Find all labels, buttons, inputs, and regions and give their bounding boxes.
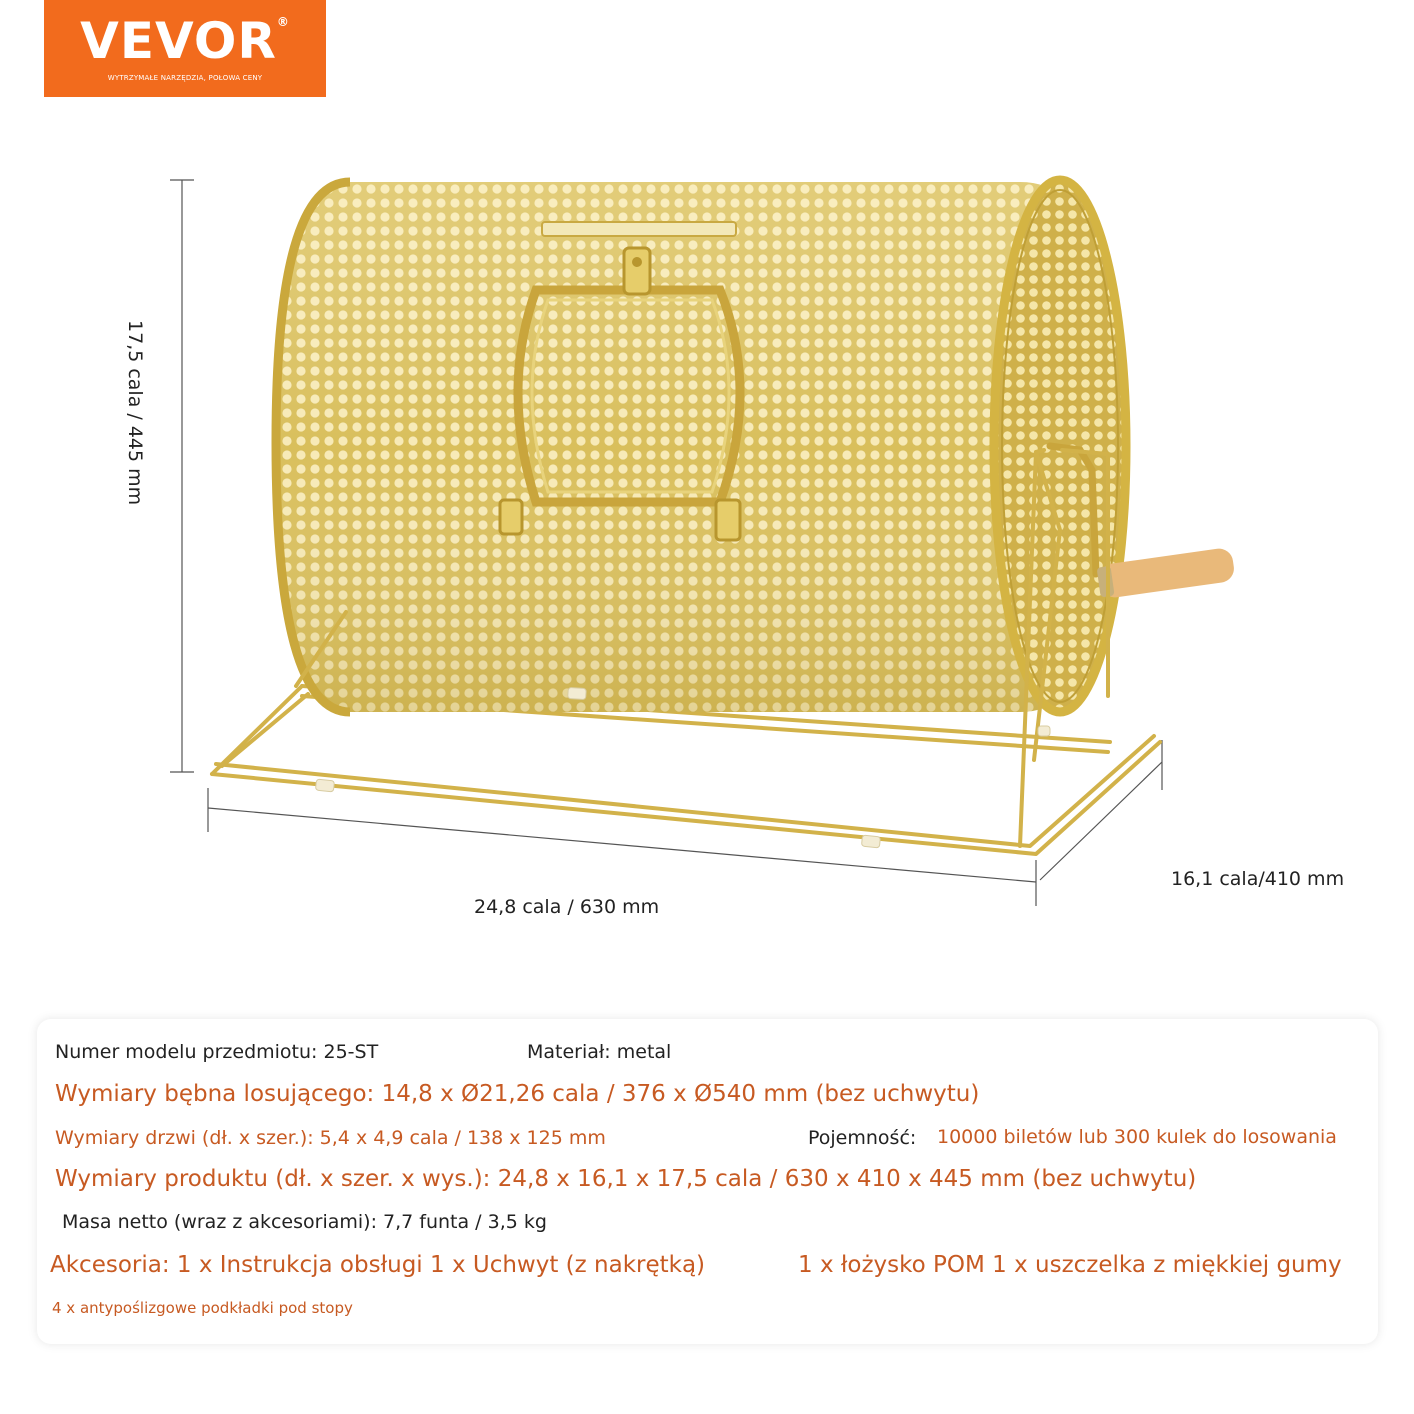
logo-tagline: WYTRZYMAŁE NARZĘDZIA, POŁOWA CENY <box>107 73 263 82</box>
height-dimension-label: 17,5 cala / 445 mm <box>124 320 146 506</box>
depth-dimension-label: 16,1 cala/410 mm <box>1171 868 1345 890</box>
spec-capacity-label: Pojemność: <box>808 1127 917 1149</box>
logo-wordmark: VEVOR® <box>80 11 290 70</box>
spec-accessories-line-3: 4 x antypoślizgowe podkładki pod stopy <box>52 1299 353 1317</box>
depth-dimension-line <box>1040 740 1162 880</box>
ticket-slot <box>542 222 736 236</box>
spec-accessories-line-2: 1 x łożysko POM 1 x uszczelka z miękkiej gumy <box>798 1252 1342 1278</box>
spec-net-weight: Masa netto (wraz z akcesoriami): 7,7 funta / 3,5 kg <box>62 1211 547 1233</box>
height-dimension-line <box>170 180 194 772</box>
spec-drum-dimensions: Wymiary bębna losującego: 14,8 x Ø21,26 cala / 376 x Ø540 mm (bez uchwytu) <box>55 1081 980 1107</box>
spec-card <box>37 1019 1378 1344</box>
spec-material: Materiał: metal <box>527 1041 672 1063</box>
spec-door-dimensions: Wymiary drzwi (dł. x szer.): 5,4 x 4,9 cala / 138 x 125 mm <box>55 1127 606 1149</box>
spec-model-number: Numer modelu przedmiotu: 25-ST <box>55 1041 379 1063</box>
spec-product-dimensions: Wymiary produktu (dł. x szer. x wys.): 24,8 x 16,1 x 17,5 cala / 630 x 410 x 445 mm (bez uchwytu) <box>55 1166 1197 1192</box>
drum-body <box>276 180 1126 712</box>
width-dimension-label: 24,8 cala / 630 mm <box>474 896 660 918</box>
spec-accessories-line-1: Akcesoria: 1 x Instrukcja obsługi 1 x Uchwyt (z nakrętką) <box>50 1252 706 1278</box>
spec-capacity-value: 10000 biletów lub 300 kulek do losowania <box>937 1126 1337 1148</box>
